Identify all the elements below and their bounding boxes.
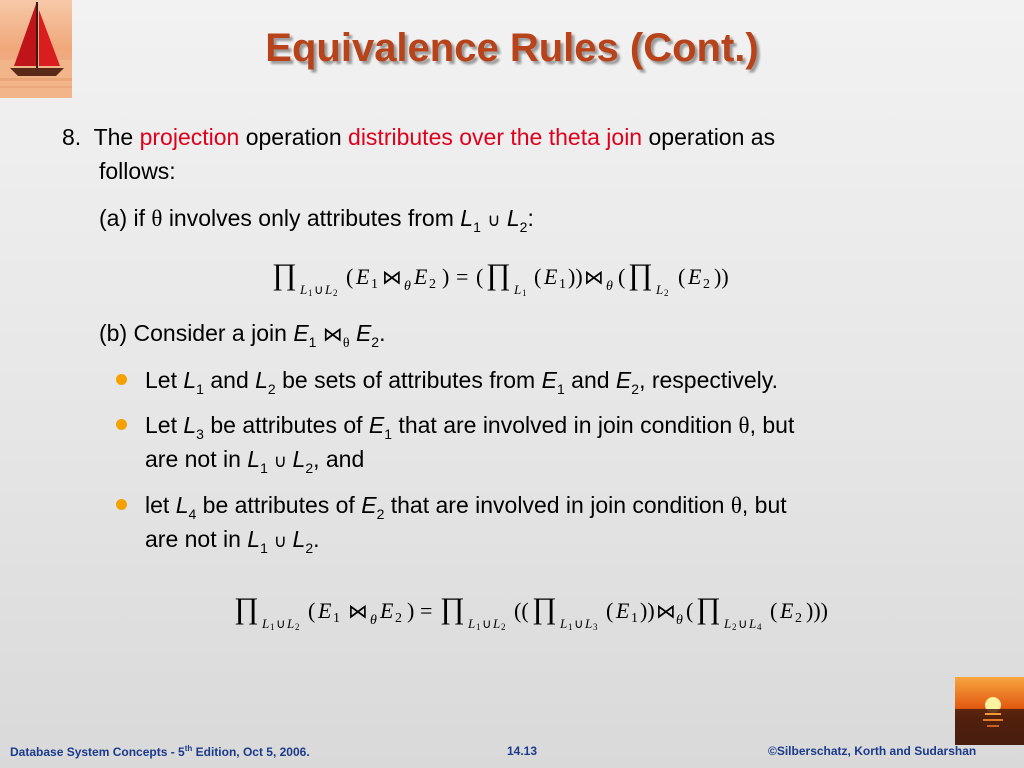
svg-text:E: E — [780, 598, 794, 623]
item-8-line1 — [62, 120, 775, 154]
svg-text:): ) — [407, 598, 415, 623]
text: be attributes of — [196, 492, 362, 518]
item-8-line2: follows: — [99, 158, 176, 184]
item-number: 8. — [62, 124, 82, 150]
svg-text:2: 2 — [703, 277, 710, 292]
svg-text:E: E — [616, 598, 630, 623]
svg-text:2: 2 — [429, 277, 436, 292]
svg-text:(: ( — [346, 264, 354, 289]
text: are not in — [145, 526, 248, 552]
formula-2 — [234, 592, 914, 642]
svg-text:∏: ∏ — [440, 592, 465, 625]
var-L: L — [247, 526, 261, 552]
svg-text:⋈: ⋈ — [584, 265, 604, 289]
text: . — [313, 526, 320, 552]
svg-text:E: E — [380, 598, 394, 623]
svg-text:L: L — [468, 616, 476, 631]
svg-text:L: L — [585, 616, 593, 631]
text-operation-as: operation as — [648, 124, 776, 150]
svg-text:L: L — [724, 616, 732, 631]
part-b-text: (b) Consider a join — [99, 320, 287, 346]
svg-text:1: 1 — [522, 288, 527, 298]
subscript: 1 — [260, 540, 268, 556]
part-a-text: involves only attributes from — [168, 205, 454, 231]
svg-text:θ: θ — [404, 279, 411, 294]
svg-text:1: 1 — [333, 611, 340, 626]
svg-text:(: ( — [770, 598, 778, 623]
subscript: 2 — [305, 460, 314, 476]
svg-text:(: ( — [618, 264, 626, 289]
var-E: E — [615, 367, 632, 393]
part-a-prefix: (a) if — [99, 205, 145, 231]
subscript: 4 — [188, 506, 197, 522]
subscript: 2 — [376, 506, 385, 522]
svg-text:∏: ∏ — [486, 258, 511, 291]
svg-text:E: E — [356, 264, 370, 289]
svg-text:1: 1 — [308, 288, 313, 298]
footer-book: Database System Concepts - 5 — [10, 745, 185, 759]
svg-text:∪: ∪ — [738, 616, 748, 631]
formula-1 — [272, 258, 832, 308]
bullet-3-line2 — [145, 522, 320, 565]
svg-text:E: E — [414, 264, 428, 289]
subscript: 2 — [519, 219, 528, 235]
footer-edition: Edition, Oct 5, 2006. — [192, 745, 310, 759]
subscript: 1 — [308, 334, 317, 350]
bullet-2-line2 — [145, 442, 364, 485]
svg-text:(: ( — [534, 264, 542, 289]
svg-text:∏: ∏ — [628, 258, 653, 291]
svg-text:L: L — [493, 616, 501, 631]
distributes-highlight: distributes over the theta join — [348, 124, 643, 150]
svg-text:∪: ∪ — [482, 616, 492, 631]
svg-text:⋈: ⋈ — [656, 599, 676, 623]
var-L: L — [247, 446, 261, 472]
svg-text:E: E — [688, 264, 702, 289]
subscript: 2 — [371, 334, 380, 350]
text: that are involved in join condition — [384, 492, 731, 518]
slide-title: Equivalence Rules (Cont.) — [265, 26, 759, 70]
svg-text:1: 1 — [371, 277, 378, 292]
svg-text:L: L — [749, 616, 757, 631]
svg-text:4: 4 — [757, 622, 762, 632]
colon: : — [527, 205, 534, 231]
join-symbol: ⋈ — [322, 322, 343, 346]
footer-sup: th — [184, 744, 193, 753]
svg-text:2: 2 — [295, 622, 300, 632]
svg-text:∪: ∪ — [574, 616, 584, 631]
union-symbol: ∪ — [267, 531, 293, 552]
svg-text:2: 2 — [333, 288, 338, 298]
subscript: 1 — [260, 460, 268, 476]
text: that are involved in join condition — [392, 412, 739, 438]
svg-text:=: = — [420, 598, 433, 623]
svg-text:L: L — [656, 282, 664, 297]
svg-text:1: 1 — [631, 611, 638, 626]
svg-text:)): )) — [568, 264, 583, 289]
svg-text:θ: θ — [676, 613, 683, 628]
subscript: 2 — [267, 381, 276, 397]
svg-text:⋈: ⋈ — [348, 599, 368, 623]
var-L: L — [460, 205, 474, 231]
svg-text:L: L — [325, 282, 333, 297]
svg-text:(: ( — [308, 598, 316, 623]
subscript: 3 — [196, 426, 204, 442]
svg-text:∪: ∪ — [276, 616, 286, 631]
svg-text:(: ( — [678, 264, 686, 289]
svg-text:)): )) — [714, 264, 729, 289]
bullet-dot — [116, 374, 127, 385]
subscript: 1 — [196, 381, 204, 397]
var-E: E — [293, 320, 309, 346]
subscript: 2 — [305, 540, 314, 556]
svg-text:2: 2 — [732, 622, 737, 632]
text: , but — [749, 412, 795, 438]
subscript: 1 — [473, 219, 481, 235]
text: be sets of attributes from — [275, 367, 542, 393]
text: let — [145, 492, 176, 518]
text: and — [564, 367, 616, 393]
var-L: L — [292, 526, 306, 552]
svg-text:1: 1 — [568, 622, 573, 632]
bullet-1 — [145, 363, 778, 406]
svg-text:E: E — [318, 598, 332, 623]
theta-symbol: θ — [151, 206, 163, 231]
svg-text:⋈: ⋈ — [382, 265, 402, 289]
var-L: L — [183, 412, 197, 438]
bullet-dot — [116, 499, 127, 510]
svg-text:((: (( — [514, 598, 529, 623]
theta-symbol: θ — [730, 493, 742, 518]
svg-text:): ) — [442, 264, 450, 289]
text: , but — [741, 492, 787, 518]
theta-symbol: θ — [738, 413, 750, 438]
svg-text:2: 2 — [795, 611, 802, 626]
svg-text:E: E — [544, 264, 558, 289]
svg-text:))): ))) — [806, 598, 828, 623]
svg-text:2: 2 — [501, 622, 506, 632]
svg-text:3: 3 — [593, 622, 598, 632]
svg-text:2: 2 — [664, 288, 669, 298]
svg-text:L: L — [300, 282, 308, 297]
var-L: L — [292, 446, 306, 472]
text: and — [203, 367, 256, 393]
projection-highlight: projection — [139, 124, 240, 150]
svg-text:∏: ∏ — [696, 592, 721, 625]
svg-text:L: L — [262, 616, 270, 631]
text: Let — [145, 412, 184, 438]
svg-text:θ: θ — [606, 279, 613, 294]
footer-left — [10, 744, 310, 759]
svg-text:1: 1 — [270, 622, 275, 632]
text: be attributes of — [203, 412, 369, 438]
svg-text:L: L — [287, 616, 295, 631]
text: , respectively. — [639, 367, 778, 393]
subscript: 1 — [384, 426, 393, 442]
text: Let — [145, 367, 184, 393]
var-E: E — [355, 320, 372, 346]
svg-text:∪: ∪ — [314, 282, 324, 297]
period: . — [379, 320, 386, 346]
text-operation: operation — [245, 124, 342, 150]
svg-text:(: ( — [606, 598, 614, 623]
svg-text:2: 2 — [395, 611, 402, 626]
svg-text:=: = — [456, 264, 469, 289]
subscript: 2 — [631, 381, 640, 397]
svg-text:(: ( — [476, 264, 484, 289]
svg-text:1: 1 — [559, 277, 566, 292]
union-symbol: ∪ — [267, 451, 293, 472]
var-E: E — [541, 367, 557, 393]
svg-text:)): )) — [640, 598, 655, 623]
svg-text:L: L — [514, 282, 522, 297]
svg-text:∏: ∏ — [272, 258, 297, 291]
text-the: The — [93, 124, 134, 150]
svg-text:L: L — [560, 616, 568, 631]
svg-text:θ: θ — [370, 613, 377, 628]
union-symbol: ∪ — [487, 210, 501, 231]
svg-text:∏: ∏ — [234, 592, 259, 625]
svg-text:∏: ∏ — [532, 592, 557, 625]
footer-copyright: ©Silberschatz, Korth and Sudarshan — [768, 744, 977, 758]
subscript: 1 — [556, 381, 565, 397]
part-b-line — [99, 316, 385, 361]
bullet-dot — [116, 419, 127, 430]
var-L: L — [183, 367, 197, 393]
var-L: L — [506, 205, 520, 231]
text: , and — [313, 446, 365, 472]
var-E: E — [368, 412, 385, 438]
var-E: E — [361, 492, 377, 518]
sunset-image — [955, 677, 1024, 745]
slide-number: 14.13 — [507, 744, 538, 758]
var-L: L — [255, 367, 268, 393]
svg-text:(: ( — [686, 598, 694, 623]
theta-subscript: θ — [342, 336, 350, 351]
text: are not in — [145, 446, 248, 472]
part-a-line — [99, 201, 534, 244]
var-L: L — [175, 492, 189, 518]
svg-text:1: 1 — [476, 622, 481, 632]
